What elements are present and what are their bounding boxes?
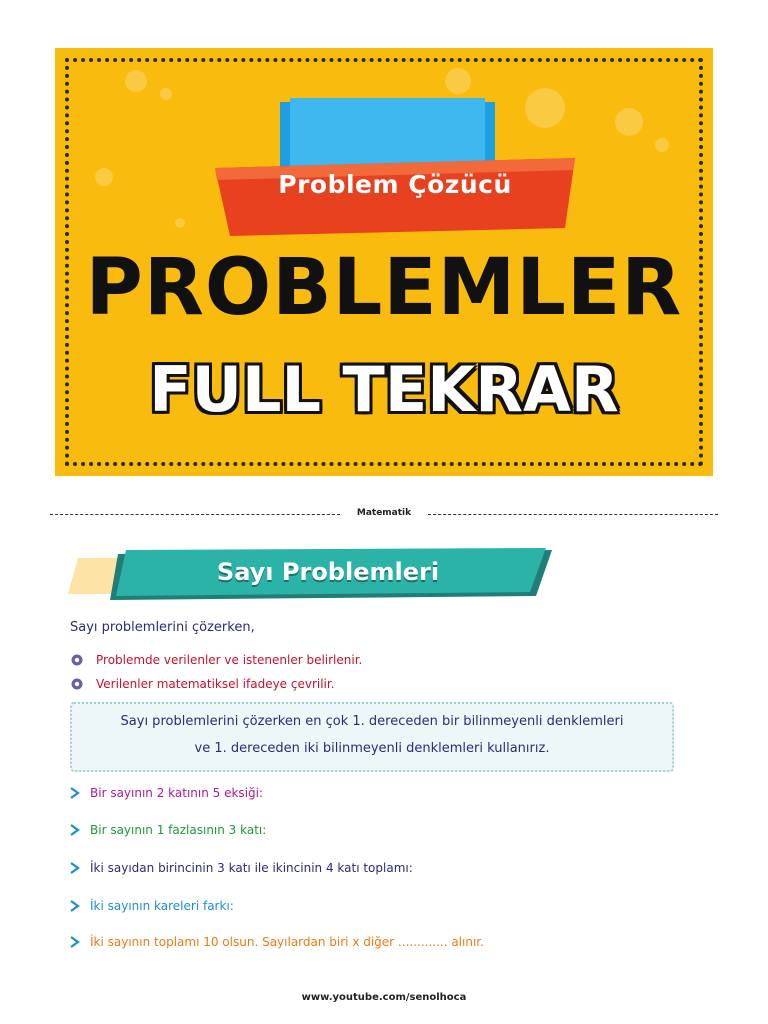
- divider-dash-left: [50, 514, 340, 515]
- info-line-2: ve 1. dereceden iki bilinmeyenli denklemleri kullanırız.: [194, 741, 550, 756]
- chevron-right-icon: [68, 899, 82, 913]
- section-header: [68, 548, 558, 604]
- question-item: [68, 861, 413, 875]
- cover-banner: [55, 48, 713, 476]
- bullet-text: Verilenler matematiksel ifadeye çevrilir.: [96, 677, 335, 691]
- cover-subtitle: FULL TEKRAR: [149, 353, 619, 426]
- gear-bullet-icon: [70, 653, 84, 667]
- problem-cozucu-ribbon: [205, 88, 585, 238]
- cover-title: PROBLEMLER: [85, 243, 683, 333]
- info-box: [70, 702, 674, 772]
- footer-url: www.youtube.com/senolhoca: [301, 992, 467, 1003]
- chevron-right-icon: [68, 861, 82, 875]
- divider-dash-right: [428, 514, 718, 515]
- question-text: Bir sayının 2 katının 5 eksiği:: [90, 786, 264, 800]
- subject-label: Matematik: [356, 508, 412, 518]
- question-item: [68, 823, 266, 837]
- gear-bullet-icon: [70, 677, 84, 691]
- question-text: İki sayının kareleri farkı:: [90, 899, 234, 913]
- question-item: [68, 935, 484, 949]
- list-item: [70, 672, 362, 696]
- bullet-text: Problemde verilenler ve istenenler belirlenir.: [96, 653, 363, 667]
- intro-text: Sayı problemlerini çözerken,: [70, 620, 255, 635]
- list-item: [70, 648, 362, 672]
- chevron-right-icon: [68, 823, 82, 837]
- question-text: Bir sayının 1 fazlasının 3 katı:: [90, 823, 267, 837]
- chevron-right-icon: [68, 786, 82, 800]
- question-text: İki sayının toplamı 10 olsun. Sayılardan biri x diğer ............. alınır.: [90, 935, 484, 949]
- banner-label: Problem Çözücü: [278, 170, 512, 199]
- chevron-right-icon: [68, 935, 82, 949]
- question-item: [68, 786, 263, 800]
- info-line-1: Sayı problemlerini çözerken en çok 1. dereceden bir bilinmeyenli denklemleri: [120, 714, 624, 729]
- subject-divider: [50, 508, 718, 522]
- question-text: İki sayıdan birincinin 3 katı ile ikincinin 4 katı toplamı:: [90, 861, 413, 875]
- bullet-list: [70, 648, 362, 696]
- question-item: [68, 899, 234, 913]
- section-title: Sayı Problemleri: [216, 558, 440, 586]
